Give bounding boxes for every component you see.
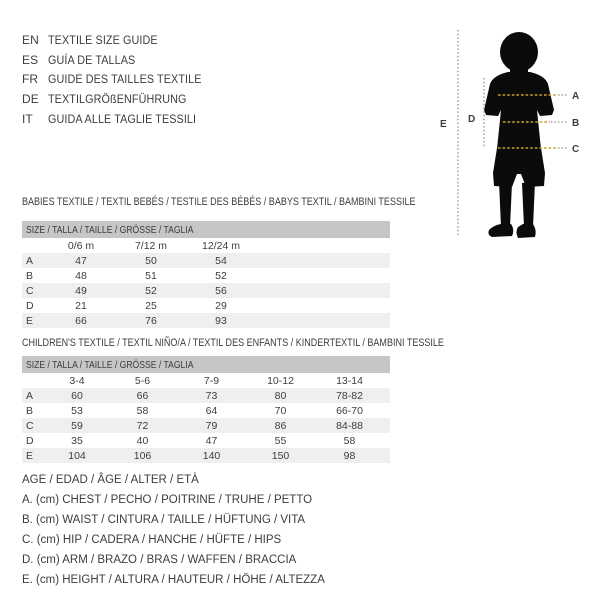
legend-arm-line: D. (cm) ARM / BRAZO / BRAS / WAFFEN / BRACCIA <box>22 554 297 566</box>
size-cell: 93 <box>215 314 227 327</box>
column-header: 7-9 <box>203 374 220 387</box>
table-row-c <box>22 418 390 433</box>
size-cell: 47 <box>205 434 218 447</box>
table-row-e <box>22 448 390 463</box>
row-label: C <box>26 419 34 432</box>
babies-table-title-text: BABIES TEXTILE / TEXTIL BEBÉS / TESTILE DES BÉBÉS / BABYS TEXTIL / BAMBINI TESSILE <box>22 196 416 208</box>
children-table-title-text: CHILDREN'S TEXTILE / TEXTIL NIÑO/A / TEXTIL DES ENFANTS / KINDERTEXTIL / BAMBINI TESSILE <box>22 337 444 349</box>
size-cell: 78-82 <box>336 389 363 402</box>
children-size-header-bar <box>22 356 390 373</box>
language-row-it <box>22 109 219 129</box>
language-label: GUIDE DES TAILLES TEXTILE <box>48 72 202 87</box>
size-header-label: SIZE / TALLA / TAILLE / GRÖSSE / TAGLIA <box>26 223 194 236</box>
size-cell: 25 <box>145 299 157 312</box>
row-label: B <box>26 269 34 282</box>
table-row-a <box>22 388 390 403</box>
row-label: B <box>26 404 34 417</box>
size-cell: 80 <box>274 389 287 402</box>
language-label: TEXTILE SIZE GUIDE <box>48 32 158 47</box>
size-cell: 58 <box>343 434 356 447</box>
size-cell: 104 <box>68 449 86 462</box>
legend-height-line: E. (cm) HEIGHT / ALTURA / HAUTEUR / HÖHE / ALTEZZA <box>22 574 325 586</box>
language-row-de <box>22 89 219 109</box>
size-cell: 40 <box>136 434 149 447</box>
column-header: 10-12 <box>267 374 294 387</box>
size-cell: 64 <box>205 404 218 417</box>
legend-waist-line: B. (cm) WAIST / CINTURA / TAILLE / HÜFTUNG / VITA <box>22 514 306 526</box>
legend-age-line: AGE / EDAD / ÂGE / ALTER / ETÀ <box>22 474 199 486</box>
measurement-legend <box>22 470 325 590</box>
size-cell: 47 <box>75 254 87 267</box>
column-header: 5-6 <box>134 374 151 387</box>
babies-table-title <box>22 196 502 208</box>
size-cell: 79 <box>205 419 218 432</box>
size-cell: 51 <box>145 269 157 282</box>
size-cell: 98 <box>343 449 356 462</box>
column-header: 0/6 m <box>67 239 95 252</box>
table-row-b <box>22 403 390 418</box>
babies-size-header-bar <box>22 221 390 238</box>
table-row-c <box>22 283 390 298</box>
size-cell: 58 <box>136 404 149 417</box>
language-code: IT <box>22 111 33 126</box>
column-header: 3-4 <box>69 374 85 387</box>
column-header: 7/12 m <box>134 239 168 252</box>
size-cell: 56 <box>215 284 227 297</box>
child-measurement-diagram <box>425 20 600 245</box>
language-label: TEXTILGRÖßENFÜHRUNG <box>48 91 187 106</box>
language-row-es <box>22 50 219 70</box>
row-label: D <box>26 434 34 447</box>
size-cell: 53 <box>71 404 83 417</box>
size-cell: 55 <box>274 434 287 447</box>
size-cell: 66 <box>75 314 87 327</box>
size-cell: 66-70 <box>336 404 363 417</box>
row-label: E <box>26 314 34 327</box>
row-label: C <box>26 284 34 297</box>
size-cell: 150 <box>271 449 290 462</box>
children-size-table <box>22 356 390 463</box>
marker-a-label: A <box>572 91 580 102</box>
row-label: A <box>26 254 34 267</box>
size-cell: 60 <box>71 389 83 402</box>
size-cell: 140 <box>202 449 221 462</box>
size-cell: 86 <box>274 419 287 432</box>
size-cell: 59 <box>71 419 83 432</box>
size-cell: 76 <box>145 314 157 327</box>
row-label: D <box>26 299 34 312</box>
column-header: 12/24 m <box>202 239 240 252</box>
size-cell: 66 <box>136 389 149 402</box>
language-code: DE <box>22 91 39 106</box>
size-header-label: SIZE / TALLA / TAILLE / GRÖSSE / TAGLIA <box>26 358 194 371</box>
row-label: E <box>26 449 34 462</box>
legend-chest-line: A. (cm) CHEST / PECHO / POITRINE / TRUHE / PETTO <box>22 494 313 506</box>
marker-d-label: D <box>468 114 476 125</box>
language-list <box>22 30 219 128</box>
marker-e-label: E <box>440 119 447 130</box>
language-label: GUIDA ALLE TAGLIE TESSILI <box>48 111 197 126</box>
language-code: ES <box>22 52 39 67</box>
language-code: EN <box>22 32 39 47</box>
size-cell: 52 <box>145 284 157 297</box>
size-cell: 73 <box>205 389 218 402</box>
size-cell: 49 <box>75 284 87 297</box>
children-table-title <box>22 337 537 349</box>
column-header: 13-14 <box>336 374 363 387</box>
table-row-e <box>22 313 390 328</box>
table-row-a <box>22 253 390 268</box>
size-cell: 84-88 <box>336 419 363 432</box>
size-cell: 70 <box>274 404 287 417</box>
size-cell: 54 <box>215 254 227 267</box>
legend-hip-line: C. (cm) HIP / CADERA / HANCHE / HÜFTE / HIPS <box>22 534 282 546</box>
size-cell: 35 <box>71 434 83 447</box>
babies-size-table <box>22 221 390 328</box>
size-cell: 48 <box>75 269 87 282</box>
table-row-d <box>22 298 390 313</box>
table-row-b <box>22 268 390 283</box>
size-cell: 106 <box>133 449 152 462</box>
language-row-fr <box>22 69 219 89</box>
language-row-en <box>22 30 219 50</box>
size-cell: 72 <box>136 419 149 432</box>
marker-b-label: B <box>572 118 580 129</box>
size-cell: 21 <box>75 299 87 312</box>
size-cell: 29 <box>215 299 227 312</box>
children-column-header-row <box>22 373 390 388</box>
babies-column-header-row <box>22 238 390 253</box>
marker-c-label: C <box>572 144 580 155</box>
table-row-d <box>22 433 390 448</box>
size-cell: 50 <box>145 254 157 267</box>
language-code: FR <box>22 72 39 87</box>
language-label: GUÍA DE TALLAS <box>48 52 136 67</box>
size-cell: 52 <box>215 269 227 282</box>
row-label: A <box>26 389 34 402</box>
